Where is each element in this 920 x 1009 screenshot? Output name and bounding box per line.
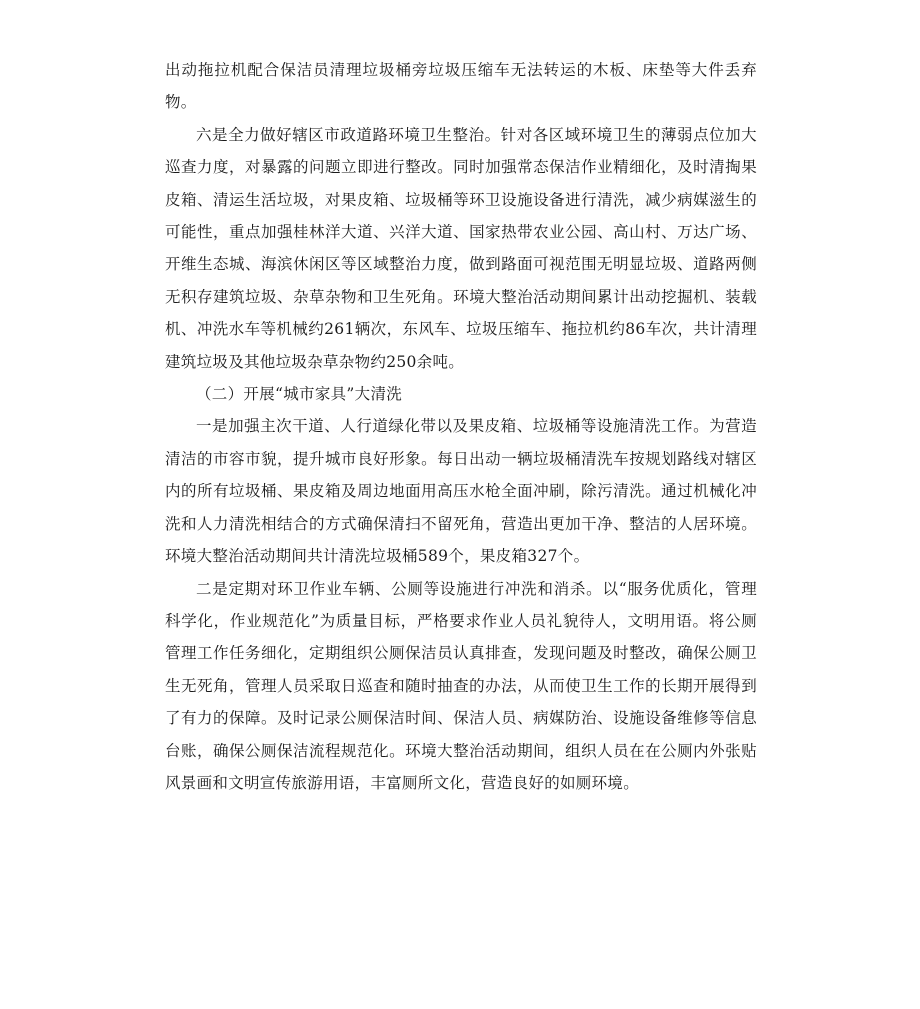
paragraph-continuation: 出动拖拉机配合保洁员清理垃圾桶旁垃圾压缩车无法转运的木板、床垫等大件丢弃物。 <box>165 61 757 112</box>
document-body <box>165 54 757 799</box>
paragraph-road-sanitation: 六是全力做好辖区市政道路环境卫生整治。针对各区域环境卫生的薄弱点位加大巡查力度，对暴露的问题立即进行整改。同时加强常态保洁作业精细化，及时清掏果皮箱、清运生活垃圾，对果皮箱、垃圾桶等环卫设施设备进行清洗，减少病媒滋生的可能性，重点加强桂林洋大道、兴洋大道、国家热带农业公园、高山村、万达广场、开维生态城、海滨休闲区等区域整治力度，做到路面可视范围无明显垃圾、道路两侧无积存建筑垃圾、杂草杂物和卫生死角。环境大整治活动期间累计出动挖掘机、装载机、冲洗水车等机械约261辆次，东风车、垃圾压缩车、拖拉机约86车次，共计清理建筑垃圾及其他垃圾杂草杂物约250余吨。 <box>165 125 757 371</box>
section-heading-city-furniture: （二）开展“城市家具”大清洗 <box>196 385 403 404</box>
paragraph-toilet-disinfection: 二是定期对环卫作业车辆、公厕等设施进行冲洗和消杀。以“服务优质化，管理科学化，作业规范化”为质量目标，严格要求作业人员礼貌待人，文明用语。将公厕管理工作任务细化，定期组织公厕保洁员认真排查，发现问题及时整改，确保公厕卫生无死角，管理人员采取日巡查和随时抽查的办法，从而使卫生工作的长期开展得到了有力的保障。及时记录公厕保洁时间、保洁人员、病媒防治、设施设备维修等信息台账，确保公厕保洁流程规范化。环境大整治活动期间，组织人员在在公厕内外张贴风景画和文明宣传旅游用语，丰富厕所文化，营造良好的如厕环境。 <box>165 579 757 792</box>
paragraph-facility-cleaning: 一是加强主次干道、人行道绿化带以及果皮箱、垃圾桶等设施清洗工作。为营造清洁的市容市貌，提升城市良好形象。每日出动一辆垃圾桶清洗车按规划路线对辖区内的所有垃圾桶、果皮箱及周边地面用高压水枪全面冲刷，除污清洗。通过机械化冲洗和人力清洗相结合的方式确保清扫不留死角，营造出更加干净、整洁的人居环境。环境大整治活动期间共计清洗垃圾桶589个，果皮箱327个。 <box>165 417 757 566</box>
